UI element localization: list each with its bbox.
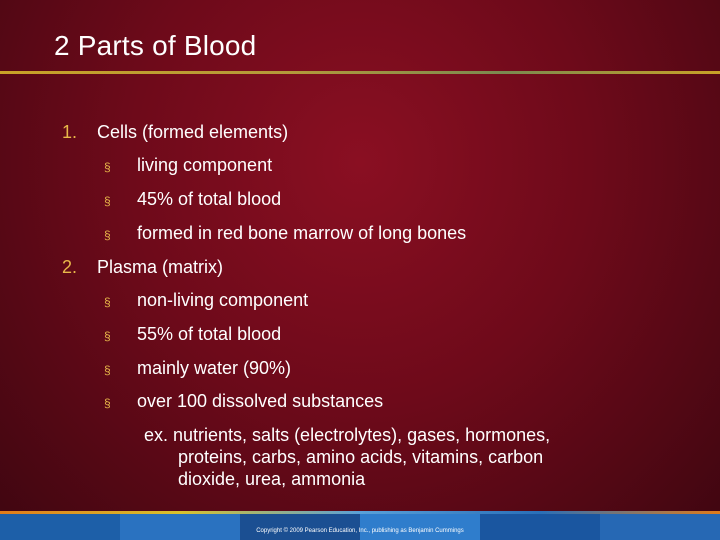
example-line: dioxide, urea, ammonia bbox=[178, 469, 366, 489]
title-divider bbox=[0, 71, 720, 74]
footer-band-segment bbox=[480, 514, 600, 540]
bullet-text: over 100 dissolved substances bbox=[137, 391, 384, 411]
bullet-text: mainly water (90%) bbox=[137, 358, 292, 378]
bullet-item bbox=[104, 324, 281, 345]
footer-band-segment bbox=[120, 514, 240, 540]
bullet-item bbox=[104, 358, 291, 379]
bullet-item bbox=[104, 189, 281, 210]
bullet-icon: § bbox=[104, 396, 111, 410]
numbered-item-plasma bbox=[62, 257, 223, 278]
bullet-text: living component bbox=[137, 155, 273, 175]
bullet-item bbox=[104, 223, 466, 244]
footer-band-segment bbox=[0, 514, 120, 540]
numbered-item-cells bbox=[62, 122, 288, 143]
bullet-icon: § bbox=[104, 363, 111, 377]
item-number: 1. bbox=[62, 122, 78, 142]
bullet-item bbox=[104, 290, 308, 311]
bullet-text: 55% of total blood bbox=[137, 324, 282, 344]
bullet-icon: § bbox=[104, 194, 111, 208]
bullet-icon: § bbox=[104, 228, 111, 242]
bullet-text: 45% of total blood bbox=[137, 189, 282, 209]
bullet-text: formed in red bone marrow of long bones bbox=[137, 223, 467, 243]
footer-band-segment bbox=[240, 514, 360, 540]
copyright-notice: Copyright © 2009 Pearson Education, Inc., publishing as Benjamin Cummings bbox=[256, 528, 464, 534]
example-line: ex. nutrients, salts (electrolytes), gases, hormones, bbox=[144, 425, 551, 445]
footer-band bbox=[0, 514, 720, 540]
footer-band-segment bbox=[600, 514, 720, 540]
bullet-icon: § bbox=[104, 295, 111, 309]
bullet-text: non-living component bbox=[137, 290, 309, 310]
item-label: Cells (formed elements) bbox=[97, 122, 289, 142]
bullet-icon: § bbox=[104, 329, 111, 343]
item-number: 2. bbox=[62, 257, 78, 277]
item-label: Plasma (matrix) bbox=[97, 257, 224, 277]
bullet-item bbox=[104, 391, 383, 412]
bullet-icon: § bbox=[104, 160, 111, 174]
bullet-item bbox=[104, 155, 272, 176]
example-line: proteins, carbs, amino acids, vitamins, carbon bbox=[178, 447, 544, 467]
slide-title: 2 Parts of Blood bbox=[54, 30, 257, 61]
example-text bbox=[144, 424, 684, 490]
footer-band-segment bbox=[360, 514, 480, 540]
